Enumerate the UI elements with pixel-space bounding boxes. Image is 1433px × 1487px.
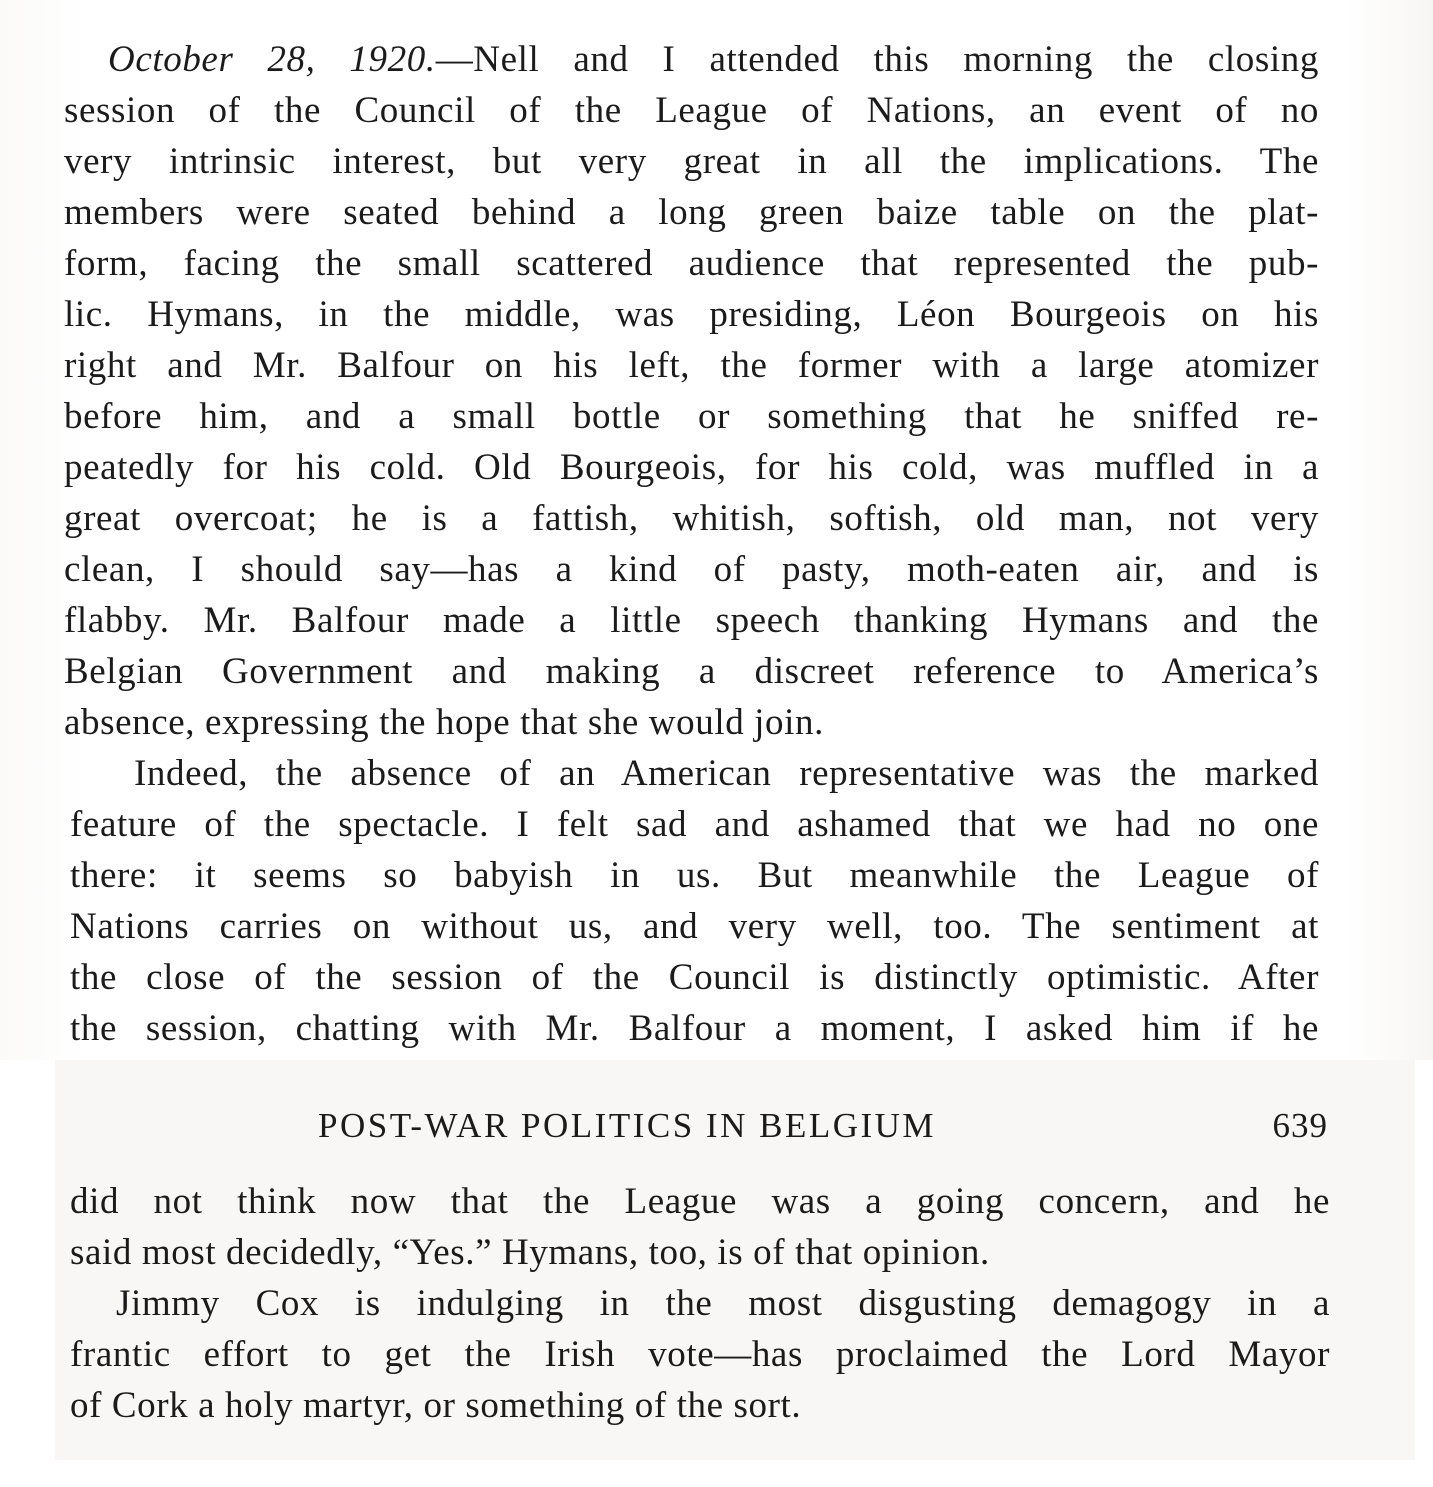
text-line: Jimmy Cox is indulging in the most disgusting demagogy in a bbox=[116, 1283, 1330, 1324]
text-line: there: it seems so babyish in us. But meanwhile the League of bbox=[70, 855, 1319, 896]
text-line: of Cork a holy martyr, or something of the sort. bbox=[70, 1385, 802, 1426]
text-line: members were seated behind a long green baize table on the plat- bbox=[64, 192, 1319, 233]
text-line: Indeed, the absence of an American representative was the marked bbox=[134, 753, 1319, 794]
text-line: right and Mr. Balfour on his left, the former with a large atomizer bbox=[64, 345, 1319, 386]
diary-date: October 28, 1920. bbox=[108, 39, 436, 80]
text-line: peatedly for his cold. Old Bourgeois, for his cold, was muffled in a bbox=[64, 447, 1319, 488]
text-line: before him, and a small bottle or something that he sniffed re- bbox=[64, 396, 1319, 437]
text-line: said most decidedly, “Yes.” Hymans, too, is of that opinion. bbox=[70, 1232, 990, 1273]
text-line: frantic effort to get the Irish vote—has proclaimed the Lord Mayor bbox=[70, 1334, 1330, 1375]
text-line: did not think now that the League was a going concern, and he bbox=[70, 1181, 1330, 1222]
text-line: feature of the spectacle. I felt sad and ashamed that we had no one bbox=[70, 804, 1319, 845]
text-line: Belgian Government and making a discreet reference to America’s bbox=[64, 651, 1319, 692]
text-line: lic. Hymans, in the middle, was presiding, Léon Bourgeois on his bbox=[64, 294, 1319, 335]
text-line: the session, chatting with Mr. Balfour a moment, I asked him if he bbox=[70, 1008, 1319, 1049]
text-line: session of the Council of the League of Nations, an event of no bbox=[64, 90, 1319, 131]
text-line: clean, I should say—has a kind of pasty, moth-eaten air, and is bbox=[64, 549, 1319, 590]
text-line: form, facing the small scattered audience that represented the pub- bbox=[64, 243, 1319, 284]
text-line bbox=[64, 34, 1319, 85]
upper-text-block bbox=[64, 34, 1319, 1054]
text-line: flabby. Mr. Balfour made a little speech thanking Hymans and the bbox=[64, 600, 1319, 641]
text-line: Nations carries on without us, and very well, too. The sentiment at bbox=[70, 906, 1319, 947]
page-header bbox=[318, 1106, 1328, 1156]
lower-text-block bbox=[70, 1176, 1330, 1431]
page-number: 639 bbox=[1272, 1106, 1328, 1145]
text-line: the close of the session of the Council is distinctly optimistic. After bbox=[70, 957, 1319, 998]
text-line: absence, expressing the hope that she would join. bbox=[64, 702, 824, 743]
text-line: great overcoat; he is a fattish, whitish, softish, old man, not very bbox=[64, 498, 1319, 539]
running-head: POST-WAR POLITICS IN BELGIUM bbox=[318, 1106, 937, 1145]
text-line: very intrinsic interest, but very great in all the implications. The bbox=[64, 141, 1319, 182]
text-line-content: —Nell and I attended this morning the closing bbox=[435, 39, 1319, 80]
